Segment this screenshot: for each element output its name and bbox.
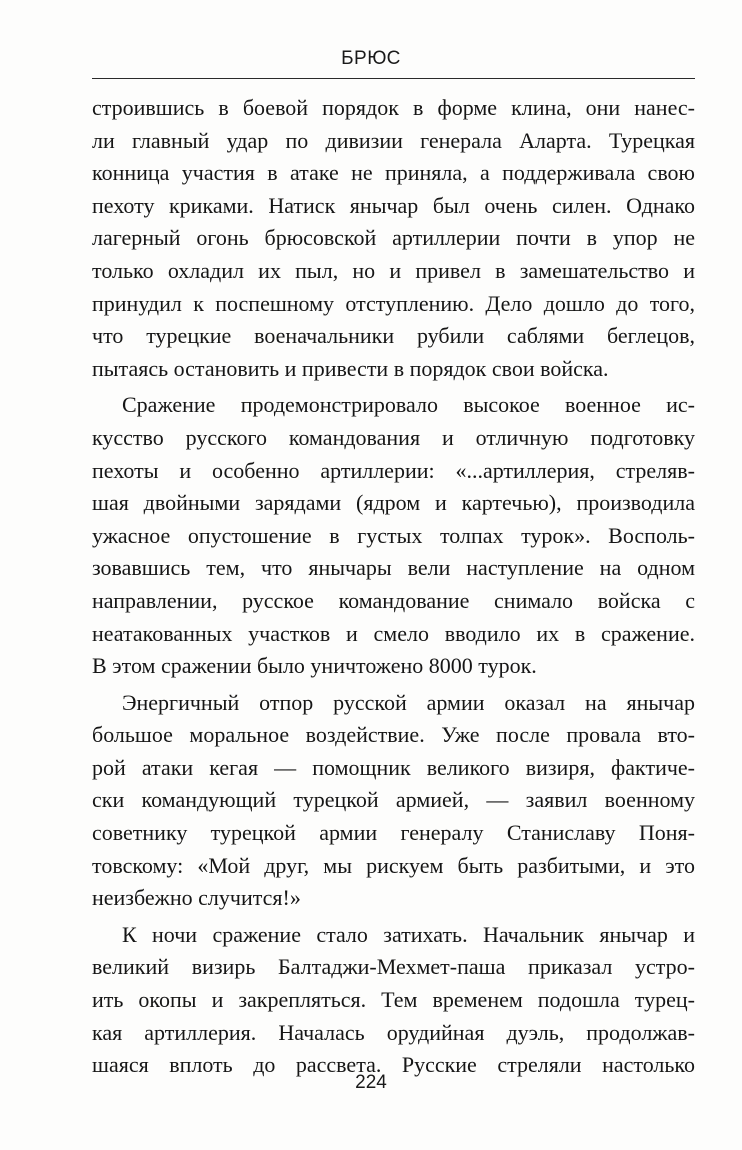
- text-line: Сражение продемонстрировало высокое военное ис-: [122, 392, 695, 418]
- text-line: лагерный огонь брюсовской артиллерии почти в упор не: [92, 225, 695, 251]
- text-line: В этом сражении было уничтожено 8000 турок.: [92, 653, 537, 679]
- text-line: пытаясь остановить и привести в порядок свои войска.: [92, 355, 609, 381]
- text-line: ужасное опустошение в густых толпах турок». Восполь-: [92, 522, 695, 548]
- header-rule: [92, 78, 695, 79]
- text-line: пехоты и особенно артиллерии: «...артиллерия, стреляв-: [92, 457, 695, 483]
- text-line: ить окопы и закрепляться. Тем временем подошла турец-: [92, 987, 695, 1013]
- text-line: К ночи сражение стало затихать. Начальник янычар и: [122, 921, 695, 947]
- body-text: [92, 92, 695, 1082]
- text-line: советнику турецкой армии генералу Станиславу Поня-: [92, 820, 695, 846]
- text-line: пехоту криками. Натиск янычар был очень силен. Однако: [92, 192, 695, 218]
- page-number: 224: [355, 1072, 387, 1093]
- text-line: ски командующий турецкой армией, — заявил военному: [92, 787, 695, 813]
- text-line: конница участия в атаке не приняла, а поддерживала свою: [92, 160, 695, 186]
- text-line: только охладил их пыл, но и привел в замешательство и: [92, 257, 695, 283]
- text-line: кусство русского командования и отличную подготовку: [92, 424, 695, 450]
- text-line: великий визирь Балтаджи-Мехмет-паша приказал устро-: [92, 954, 695, 980]
- text-line: направлении, русское командование снимало войска с: [92, 587, 695, 613]
- text-line: рой атаки кегая — помощник великого визиря, фактиче-: [92, 754, 695, 780]
- text-line: строившись в боевой порядок в форме клина, они нанес-: [92, 95, 695, 120]
- text-line: неатакованных участков и смело вводило их в сражение.: [92, 620, 695, 646]
- text-line: товскому: «Мой друг, мы рискуем быть разбитыми, и это: [92, 852, 695, 878]
- text-line: Энергичный отпор русской армии оказал на янычар: [122, 689, 695, 715]
- text-line: кая артиллерия. Началась орудийная дуэль, продолжав-: [92, 1019, 695, 1045]
- text-line: что турецкие военачальники рубили саблями беглецов,: [92, 323, 695, 349]
- running-title: БРЮС: [341, 48, 401, 69]
- text-line: большое моральное воздействие. Уже после провала вто-: [92, 722, 695, 748]
- text-line: шаяся вплоть до рассвета. Русские стреляли настолько: [92, 1052, 695, 1078]
- text-line: шая двойными зарядами (ядром и картечью), производила: [92, 490, 695, 516]
- text-line: принудил к поспешному отступлению. Дело дошло до того,: [92, 290, 695, 316]
- text-line: зовавшись тем, что янычары вели наступление на одном: [92, 555, 695, 581]
- text-line: ли главный удар по дивизии генерала Аларта. Турецкая: [92, 127, 695, 153]
- text-line: неизбежно случится!»: [92, 885, 301, 911]
